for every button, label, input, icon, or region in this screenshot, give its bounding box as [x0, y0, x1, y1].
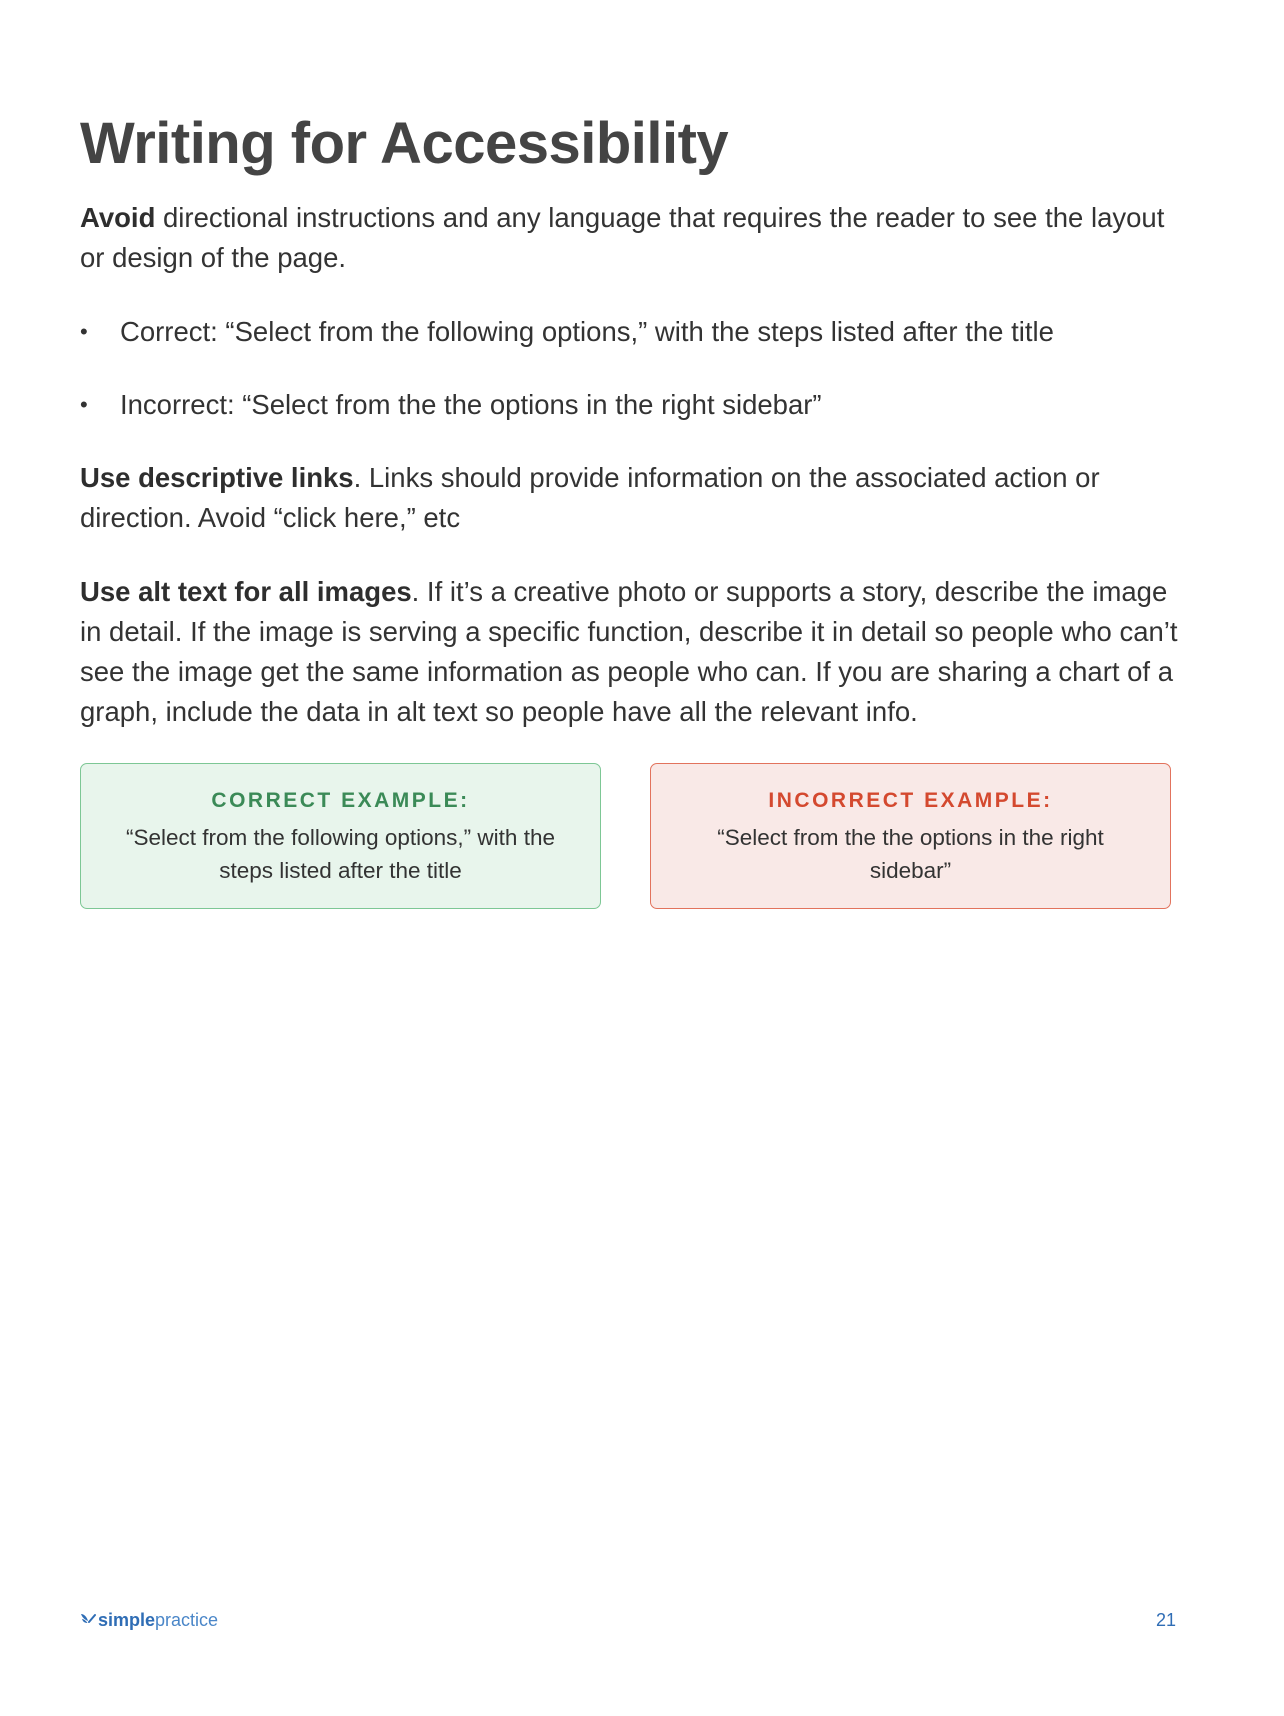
alt-text-bold-lead: Use alt text for all images [80, 576, 412, 607]
butterfly-icon [80, 1613, 96, 1627]
list-item [80, 312, 1180, 352]
avoid-text: directional instructions and any language that requires the reader to see the layout or design of the page. [80, 202, 1165, 273]
correct-example-box [80, 763, 601, 909]
alt-text-paragraph [80, 572, 1180, 732]
incorrect-example-label: INCORRECT EXAMPLE: [768, 789, 1053, 812]
logo-text-simple: simple [98, 1610, 156, 1630]
descriptive-links-paragraph [80, 458, 1180, 538]
correct-example-text: “Select from the following options,” with the steps listed after the title [126, 825, 555, 883]
alt-text-text: . If it’s a creative photo or supports a story, describe the image in detail. If the image is serving a specific function, describe it in detail so people who can’t see the image get the same information as people who can. If you are sharing a chart of a graph, include the data in alt text so people have all the relevant info. [80, 576, 1178, 727]
avoid-bold-lead: Avoid [80, 202, 156, 233]
simplepractice-logo [80, 1608, 218, 1632]
page-title: Writing for Accessibility [80, 111, 729, 176]
incorrect-example-box [650, 763, 1171, 909]
descriptive-links-bold-lead: Use descriptive links [80, 462, 354, 493]
list-item [80, 385, 1180, 425]
example-bullet-list [80, 312, 1180, 458]
avoid-paragraph [80, 198, 1180, 278]
bullet-text-incorrect: Incorrect: “Select from the the options in the right sidebar” [120, 389, 822, 420]
bullet-text-correct: Correct: “Select from the following options,” with the steps listed after the title [120, 316, 1054, 347]
correct-example-label: CORRECT EXAMPLE: [211, 789, 470, 812]
bullet-icon: • [80, 319, 88, 344]
logo-text-practice: practice [155, 1610, 219, 1630]
incorrect-example-text: “Select from the the options in the right sidebar” [717, 825, 1104, 883]
page-number: 21 [1156, 1610, 1177, 1630]
bullet-icon: • [80, 392, 88, 417]
descriptive-links-text: . Links should provide information on the associated action or direction. Avoid “click here,” etc [80, 462, 1100, 533]
